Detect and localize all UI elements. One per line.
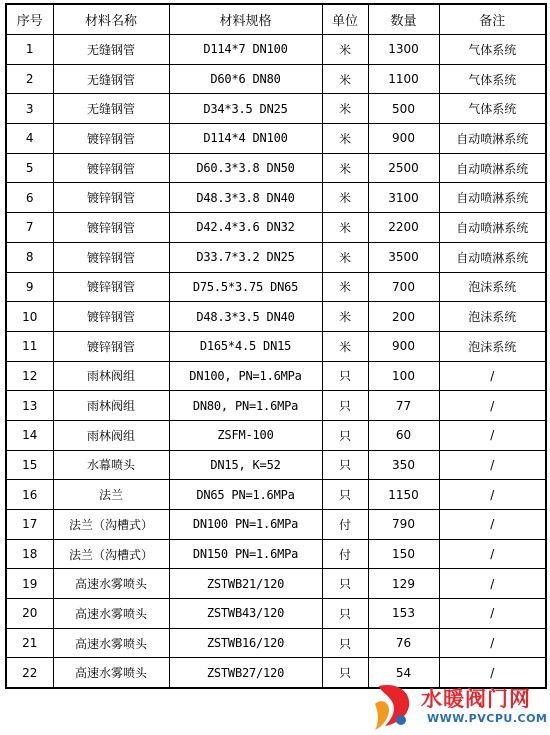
cell-material-spec: D48.3*3.8 DN40	[169, 183, 322, 213]
cell-index: 10	[6, 302, 53, 332]
cell-material-spec: D114*4 DN100	[169, 124, 322, 154]
cell-quantity: 1300	[368, 35, 439, 65]
table-row	[6, 153, 546, 183]
watermark-url: WWW.PVCPU.COM	[427, 712, 548, 725]
cell-remarks: /	[439, 628, 546, 658]
cell-unit: 只	[322, 658, 368, 688]
cell-unit: 米	[322, 242, 368, 272]
cell-index: 13	[6, 391, 53, 421]
table-row	[6, 183, 546, 213]
cell-material-name: 水幕喷头	[53, 450, 169, 480]
cell-quantity: 150	[368, 539, 439, 569]
cell-index: 9	[6, 272, 53, 302]
cell-remarks: /	[439, 391, 546, 421]
cell-unit: 付	[322, 539, 368, 569]
cell-material-name: 法兰（沟槽式）	[53, 539, 169, 569]
cell-index: 21	[6, 628, 53, 658]
cell-unit: 米	[322, 272, 368, 302]
cell-quantity: 2200	[368, 213, 439, 243]
cell-unit: 只	[322, 569, 368, 599]
cell-quantity: 1100	[368, 64, 439, 94]
cell-index: 14	[6, 420, 53, 450]
cell-material-spec: D34*3.5 DN25	[169, 94, 322, 124]
cell-material-spec: D48.3*3.5 DN40	[169, 302, 322, 332]
cell-unit: 米	[322, 213, 368, 243]
cell-unit: 米	[322, 183, 368, 213]
cell-material-name: 雨林阀组	[53, 420, 169, 450]
cell-index: 8	[6, 242, 53, 272]
cell-index: 2	[6, 64, 53, 94]
cell-material-name: 无缝钢管	[53, 94, 169, 124]
cell-material-name: 镀锌钢管	[53, 242, 169, 272]
table-row	[6, 569, 546, 599]
cell-material-name: 镀锌钢管	[53, 153, 169, 183]
cell-quantity: 200	[368, 302, 439, 332]
cell-remarks: /	[439, 510, 546, 540]
cell-material-spec: DN15, K=52	[169, 450, 322, 480]
cell-remarks: /	[439, 658, 546, 688]
cell-material-spec: D114*7 DN100	[169, 35, 322, 65]
cell-material-spec: DN150 PN=1.6MPa	[169, 539, 322, 569]
header-index: 序号	[6, 4, 53, 35]
cell-index: 17	[6, 510, 53, 540]
cell-quantity: 54	[368, 658, 439, 688]
cell-remarks: /	[439, 450, 546, 480]
cell-remarks: 泡沫系统	[439, 331, 546, 361]
table-row	[6, 124, 546, 154]
cell-unit: 米	[322, 153, 368, 183]
cell-material-spec: D165*4.5 DN15	[169, 331, 322, 361]
cell-index: 11	[6, 331, 53, 361]
cell-unit: 米	[322, 94, 368, 124]
cell-index: 4	[6, 124, 53, 154]
cell-index: 1	[6, 35, 53, 65]
header-material-spec: 材料规格	[169, 4, 322, 35]
cell-remarks: 自动喷淋系统	[439, 153, 546, 183]
table-row	[6, 64, 546, 94]
table-row	[6, 599, 546, 629]
cell-quantity: 77	[368, 391, 439, 421]
cell-material-name: 高速水雾喷头	[53, 628, 169, 658]
table-row	[6, 242, 546, 272]
cell-remarks: /	[439, 569, 546, 599]
cell-quantity: 1150	[368, 480, 439, 510]
cell-remarks: 自动喷淋系统	[439, 242, 546, 272]
pvcpu-logo-icon	[371, 680, 415, 732]
table-header-row	[6, 4, 546, 35]
cell-unit: 米	[322, 124, 368, 154]
cell-remarks: /	[439, 599, 546, 629]
cell-quantity: 60	[368, 420, 439, 450]
cell-material-name: 镀锌钢管	[53, 183, 169, 213]
cell-quantity: 2500	[368, 153, 439, 183]
cell-quantity: 153	[368, 599, 439, 629]
table-row	[6, 420, 546, 450]
header-remarks: 备注	[439, 4, 546, 35]
cell-unit: 只	[322, 480, 368, 510]
cell-index: 18	[6, 539, 53, 569]
table-row	[6, 450, 546, 480]
table-row	[6, 539, 546, 569]
cell-material-spec: DN100 PN=1.6MPa	[169, 510, 322, 540]
cell-unit: 只	[322, 420, 368, 450]
cell-material-name: 雨林阀组	[53, 361, 169, 391]
cell-material-spec: D75.5*3.75 DN65	[169, 272, 322, 302]
header-quantity: 数量	[368, 4, 439, 35]
cell-remarks: 泡沫系统	[439, 302, 546, 332]
cell-material-spec: ZSTWB16/120	[169, 628, 322, 658]
watermark-title: 水暖阀门网	[421, 687, 531, 711]
table-row	[6, 302, 546, 332]
cell-material-spec: ZSTWB43/120	[169, 599, 322, 629]
header-unit: 单位	[322, 4, 368, 35]
cell-material-spec: ZSTWB21/120	[169, 569, 322, 599]
table-row	[6, 35, 546, 65]
cell-unit: 只	[322, 450, 368, 480]
header-material-name: 材料名称	[53, 4, 169, 35]
cell-unit: 只	[322, 361, 368, 391]
table-row	[6, 510, 546, 540]
cell-unit: 米	[322, 302, 368, 332]
cell-unit: 只	[322, 391, 368, 421]
cell-index: 20	[6, 599, 53, 629]
cell-remarks: /	[439, 361, 546, 391]
cell-material-spec: D42.4*3.6 DN32	[169, 213, 322, 243]
cell-index: 3	[6, 94, 53, 124]
cell-material-name: 高速水雾喷头	[53, 569, 169, 599]
cell-material-name: 无缝钢管	[53, 35, 169, 65]
cell-remarks: 气体系统	[439, 35, 546, 65]
cell-quantity: 700	[368, 272, 439, 302]
cell-index: 19	[6, 569, 53, 599]
cell-index: 12	[6, 361, 53, 391]
cell-material-spec: D60.3*3.8 DN50	[169, 153, 322, 183]
cell-remarks: /	[439, 420, 546, 450]
cell-index: 6	[6, 183, 53, 213]
table-row	[6, 628, 546, 658]
cell-material-spec: D33.7*3.2 DN25	[169, 242, 322, 272]
cell-index: 5	[6, 153, 53, 183]
table-row	[6, 331, 546, 361]
cell-index: 7	[6, 213, 53, 243]
cell-remarks: 自动喷淋系统	[439, 124, 546, 154]
cell-index: 15	[6, 450, 53, 480]
table-body	[6, 35, 546, 689]
cell-unit: 米	[322, 35, 368, 65]
cell-unit: 米	[322, 331, 368, 361]
cell-material-spec: ZSTWB27/120	[169, 658, 322, 688]
cell-unit: 只	[322, 628, 368, 658]
cell-material-name: 高速水雾喷头	[53, 599, 169, 629]
cell-material-spec: DN80, PN=1.6MPa	[169, 391, 322, 421]
cell-material-spec: DN65 PN=1.6MPa	[169, 480, 322, 510]
watermark	[371, 680, 549, 735]
materials-table	[5, 3, 547, 689]
cell-quantity: 3500	[368, 242, 439, 272]
cell-material-name: 无缝钢管	[53, 64, 169, 94]
cell-remarks: 自动喷淋系统	[439, 183, 546, 213]
cell-remarks: 泡沫系统	[439, 272, 546, 302]
cell-unit: 只	[322, 599, 368, 629]
cell-quantity: 790	[368, 510, 439, 540]
cell-remarks: /	[439, 539, 546, 569]
cell-remarks: 自动喷淋系统	[439, 213, 546, 243]
cell-material-name: 高速水雾喷头	[53, 658, 169, 688]
cell-material-spec: D60*6 DN80	[169, 64, 322, 94]
cell-material-spec: ZSFM-100	[169, 420, 322, 450]
cell-quantity: 900	[368, 124, 439, 154]
cell-remarks: 气体系统	[439, 94, 546, 124]
cell-quantity: 129	[368, 569, 439, 599]
cell-index: 22	[6, 658, 53, 688]
cell-quantity: 100	[368, 361, 439, 391]
cell-quantity: 900	[368, 331, 439, 361]
cell-material-name: 镀锌钢管	[53, 302, 169, 332]
cell-quantity: 3100	[368, 183, 439, 213]
cell-material-spec: DN100, PN=1.6MPa	[169, 361, 322, 391]
cell-index: 16	[6, 480, 53, 510]
cell-material-name: 镀锌钢管	[53, 213, 169, 243]
table-row	[6, 391, 546, 421]
cell-remarks: /	[439, 480, 546, 510]
table-row	[6, 213, 546, 243]
table-row	[6, 272, 546, 302]
cell-quantity: 76	[368, 628, 439, 658]
cell-material-name: 镀锌钢管	[53, 331, 169, 361]
cell-material-name: 雨林阀组	[53, 391, 169, 421]
cell-material-name: 法兰	[53, 480, 169, 510]
cell-unit: 付	[322, 510, 368, 540]
cell-quantity: 500	[368, 94, 439, 124]
table-row	[6, 361, 546, 391]
cell-material-name: 镀锌钢管	[53, 124, 169, 154]
cell-material-name: 法兰（沟槽式）	[53, 510, 169, 540]
table-row	[6, 94, 546, 124]
cell-unit: 米	[322, 64, 368, 94]
cell-material-name: 镀锌钢管	[53, 272, 169, 302]
table-row	[6, 480, 546, 510]
cell-quantity: 350	[368, 450, 439, 480]
cell-remarks: 气体系统	[439, 64, 546, 94]
